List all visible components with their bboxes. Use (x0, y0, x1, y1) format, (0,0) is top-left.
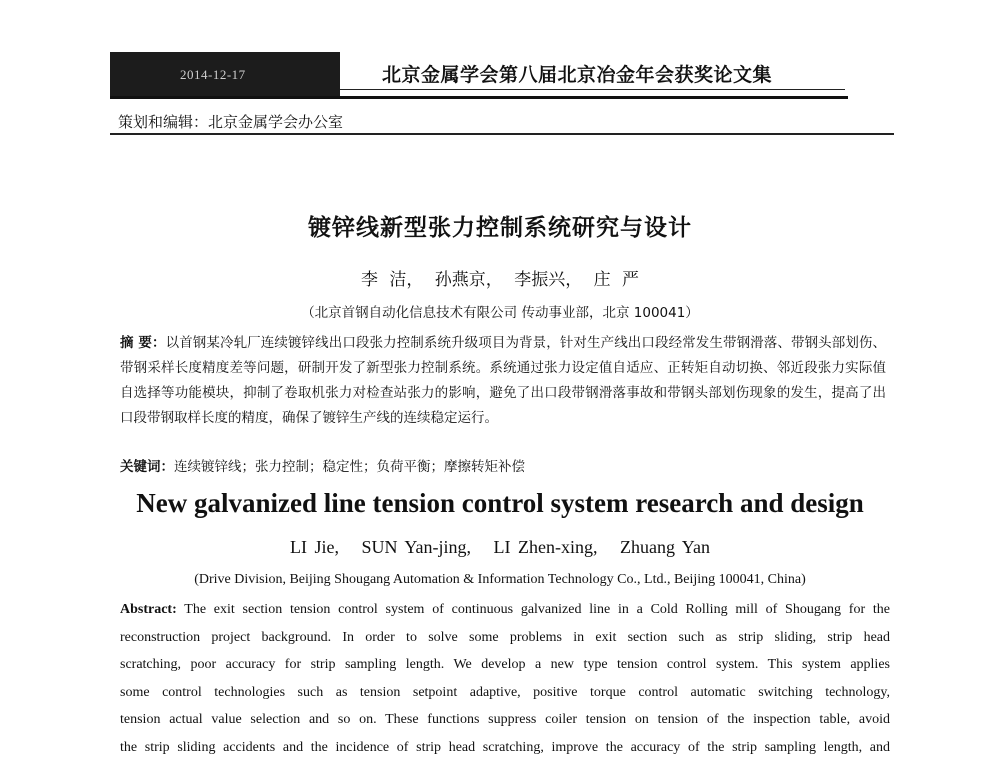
editor-line: 策划和编辑：北京金属学会办公室 (118, 111, 343, 132)
cn-keywords (120, 455, 886, 475)
cn-abstract-text: 以首钢某冷轧厂连续镀锌线出口段张力控制系统升级项目为背景，针对生产线出口段经常发生带钢滑落、带钢头部划伤、带钢采样长度精度差等问题，研制开发了新型张力控制系统。系统通过张力设定值自适应、正转矩自动切换、邻近段张力实际值自选择等功能模块，抑制了卷取机张力对检查站张力的影响，避免了出口段带钢滑落事故和带钢头部划伤现象的发生，提高了出口段带钢取样长度的精度，确保了镀锌生产线的连续稳定运行。 (120, 335, 886, 426)
en-abstract-line: some control technologies such as tension setpoint adaptive, positive torque control automatic switching technology, (120, 679, 890, 707)
cn-paper-title: 镀锌线新型张力控制系统研究与设计 (0, 209, 1000, 242)
en-abstract-label: Abstract: (120, 602, 177, 617)
cn-keywords-text: 连续镀锌线；张力控制；稳定性；负荷平衡；摩擦转矩补偿 (174, 459, 525, 475)
cn-abstract-label: 摘 要： (120, 335, 166, 351)
en-abstract-line (120, 596, 890, 624)
en-abstract-line: the strip sliding accidents and the incidence of strip head scratching, improve the accuracy of the strip sampling length, and (120, 734, 890, 761)
en-abstract-line: scratching, poor accuracy for strip sampling length. We develop a new type tension control system. This system applies (120, 651, 890, 679)
en-authors: LI Jie, SUN Yan-jing, LI Zhen-xing, Zhuang Yan (0, 537, 1000, 558)
header-date-block (110, 52, 340, 98)
en-paper-title: New galvanized line tension control system research and design (0, 488, 1000, 519)
en-abstract (120, 596, 890, 761)
cn-keywords-label: 关键词： (120, 459, 174, 475)
header-date: 2014-12-17 (180, 67, 246, 83)
cn-affiliation: （北京首钢自动化信息技术有限公司 传动事业部，北京 100041） (0, 301, 1000, 321)
editor-rule (110, 133, 894, 135)
header-rule-thin (340, 89, 845, 90)
header-rule-thick (110, 96, 848, 99)
en-abstract-line: tension actual value selection and so on. These functions suppress coiler tension on tension of the inspection table, avoid (120, 706, 890, 734)
en-abstract-line: reconstruction project background. In order to solve some problems in exit section such as strip sliding, strip head (120, 624, 890, 652)
en-abstract-line-text: The exit section tension control system of continuous galvanized line in a Cold Rolling mill of Shougang for the (177, 602, 890, 617)
cn-abstract (120, 331, 886, 431)
en-affiliation: (Drive Division, Beijing Shougang Automation & Information Technology Co., Ltd., Beijing 100041, China) (0, 572, 1000, 588)
proceedings-title: 北京金属学会第八届北京冶金年会获奖论文集 (382, 60, 772, 87)
cn-authors: 李 洁， 孙燕京， 李振兴， 庄 严 (0, 265, 1000, 290)
